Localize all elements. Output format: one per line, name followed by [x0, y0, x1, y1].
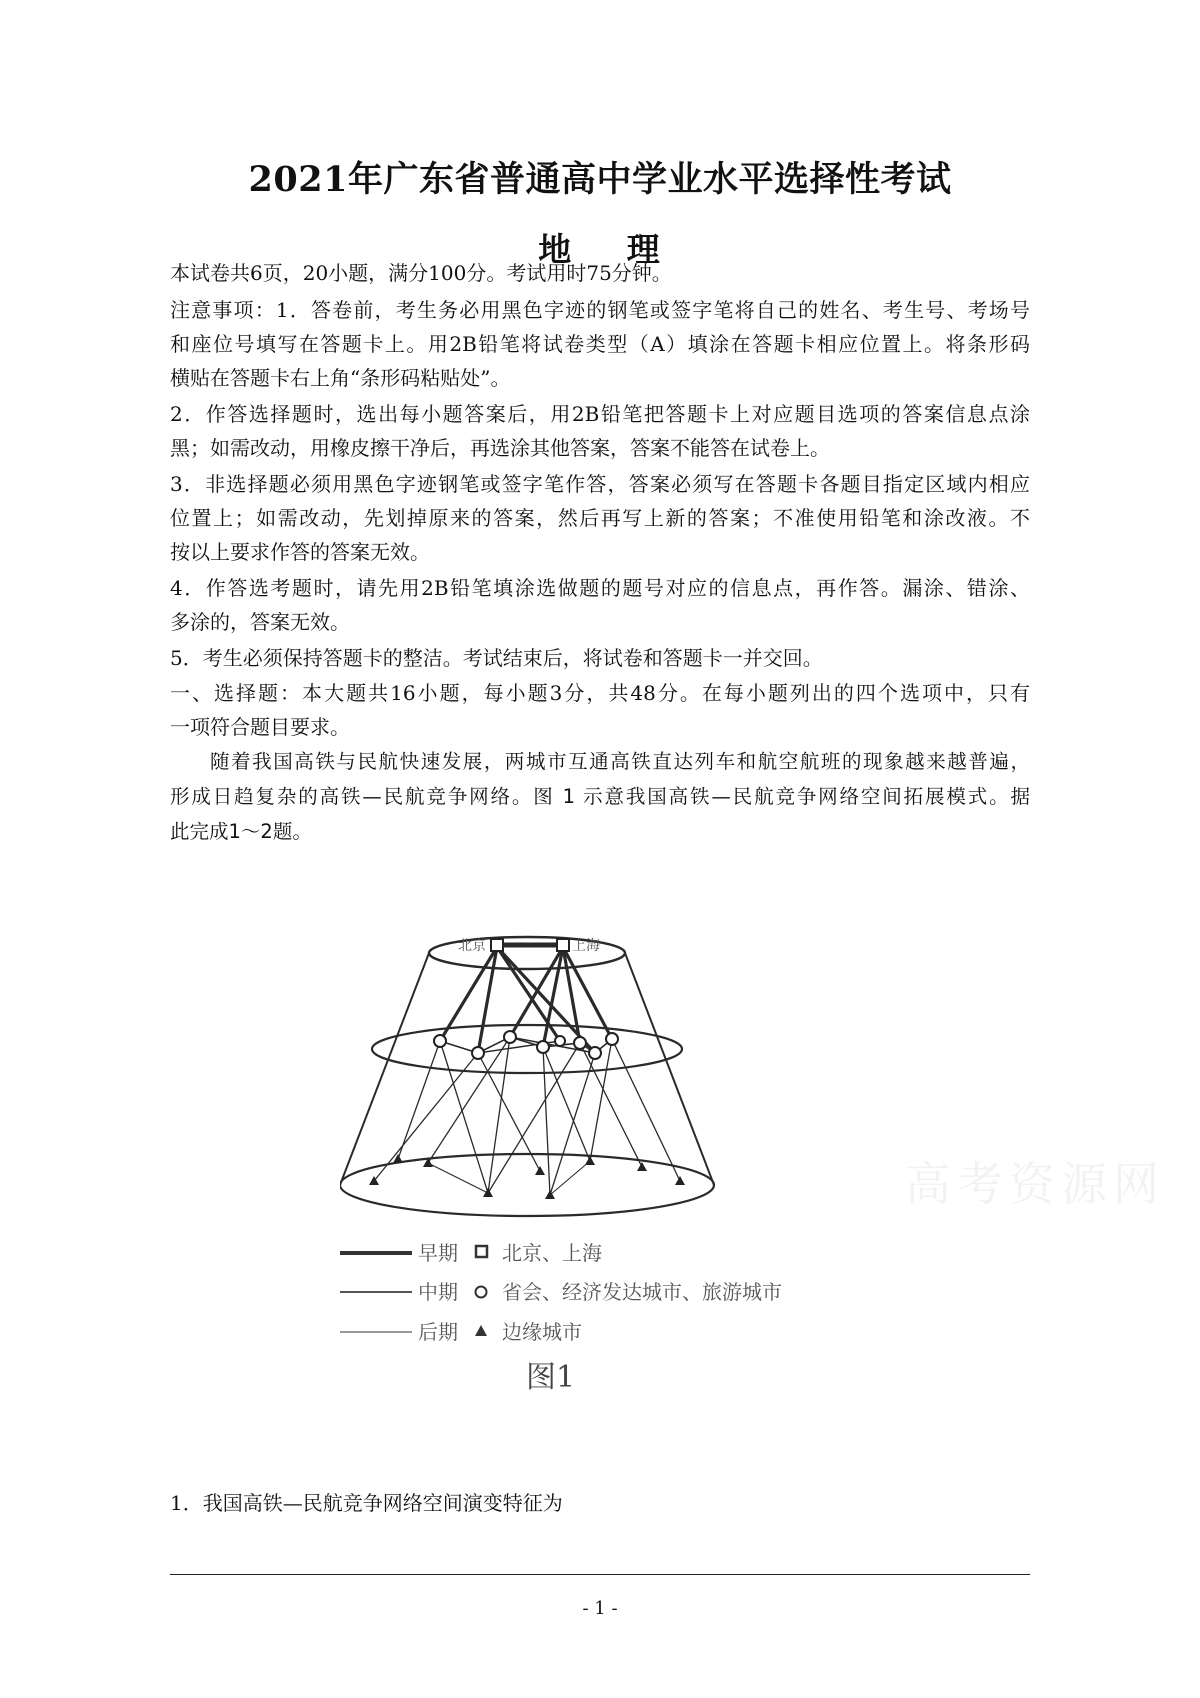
- mid-city-node: [472, 1047, 484, 1059]
- page-number: - 1 -: [582, 1598, 618, 1619]
- mid-city-node: [606, 1033, 618, 1045]
- notice-line: 2．作答选择题时，选出每小题答案后，用2B铅笔把答题卡上对应题目选项的答案信息点涂: [170, 402, 1030, 426]
- late-link: [550, 1053, 595, 1195]
- legend-desc: 省会、经济发达城市、旅游城市: [502, 1280, 782, 1304]
- notice-line: 4．作答选考题时，请先用2B铅笔填涂选做题的题号对应的信息点，再作答。漏涂、错涂、: [170, 576, 1030, 600]
- subject-title: 地 理: [538, 230, 662, 269]
- notice-line: 黑；如需改动，用橡皮擦干净后，再选涂其他答案，答案不能答在试卷上。: [170, 436, 830, 460]
- late-link: [440, 1041, 488, 1193]
- late-link: [488, 1037, 510, 1193]
- edge-city-node: [535, 1166, 545, 1175]
- figure-caption: 图1: [526, 1360, 576, 1395]
- notice-line: 5．考生必须保持答题卡的整洁。考试结束后，将试卷和答题卡一并交回。: [170, 646, 823, 670]
- beijing-node: [491, 939, 503, 951]
- notice-line: 按以上要求作答的答案无效。: [170, 540, 430, 564]
- figure-legend: [340, 1241, 782, 1344]
- late-link: [580, 1043, 642, 1167]
- middle-ellipse: [372, 1025, 682, 1073]
- section-heading: 一项符合题目要求。: [170, 715, 350, 739]
- bottom-ellipse: [340, 1154, 714, 1216]
- legend-period: 后期: [418, 1320, 458, 1344]
- triangle-icon: [475, 1325, 487, 1336]
- edge-city-node: [637, 1162, 647, 1171]
- exam-title: 2021年广东省普通高中学业水平选择性考试: [248, 159, 952, 200]
- edge-city-node: [483, 1188, 493, 1197]
- late-link: [488, 1043, 580, 1193]
- exam-summary: 本试卷共6页，20小题，满分100分。考试用时75分钟。: [170, 261, 672, 285]
- legend-period: 中期: [418, 1280, 458, 1304]
- notice-line: 3．非选择题必须用黑色字迹钢笔或签字笔作答，答案必须写在答题卡各题目指定区域内相应: [170, 472, 1030, 496]
- figure-1-network-diagram: [340, 935, 860, 1545]
- edge-city-node: [585, 1156, 595, 1165]
- mid-city-node: [434, 1035, 446, 1047]
- late-link: [543, 1047, 550, 1195]
- watermark: 高考资源网: [905, 1157, 1165, 1211]
- notice-line: 多涂的，答案无效。: [170, 610, 350, 634]
- mid-city-node: [555, 1036, 565, 1046]
- shanghai-label: 上海: [572, 938, 600, 954]
- question-1: 1．我国高铁—民航竞争网络空间演变特征为: [170, 1491, 563, 1515]
- legend-desc: 边缘城市: [502, 1320, 582, 1344]
- shanghai-node: [557, 939, 569, 951]
- edge-city-node: [675, 1176, 685, 1185]
- footer-divider: [170, 1574, 1030, 1575]
- notice-line: 位置上；如需改动，先划掉原来的答案，然后再写上新的答案；不准使用铅笔和涂改液。不: [170, 506, 1030, 530]
- notice-line: 和座位号填写在答题卡上。用2B铅笔将试卷类型（A）填涂在答题卡相应位置上。将条形码: [170, 332, 1030, 356]
- legend-desc: 北京、上海: [502, 1241, 602, 1265]
- late-link: [612, 1039, 680, 1181]
- mid-city-node: [537, 1041, 549, 1053]
- notice-line: 注意事项：1．答卷前，考生务必用黑色字迹的钢笔或签字笔将自己的姓名、考生号、考场号: [170, 298, 1030, 322]
- circle-icon: [476, 1287, 487, 1298]
- legend-period: 早期: [418, 1241, 458, 1265]
- frustum-edge: [625, 953, 714, 1185]
- mid-city-node: [504, 1031, 516, 1043]
- late-link: [398, 1041, 440, 1159]
- mid-city-node: [574, 1037, 586, 1049]
- late-link: [428, 1163, 488, 1193]
- passage-line: 形成日趋复杂的高铁—民航竞争网络。图 1 示意我国高铁—民航竞争网络空间拓展模式。据: [170, 785, 1030, 808]
- beijing-label: 北京: [458, 938, 486, 954]
- section-heading: 一、选择题：本大题共16小题，每小题3分，共48分。在每小题列出的四个选项中，只有: [170, 681, 1030, 705]
- notice-line: 横贴在答题卡右上角“条形码粘贴处”。: [170, 366, 511, 390]
- frustum-edge: [340, 953, 429, 1185]
- early-link: [497, 947, 560, 1041]
- mid-city-node: [589, 1047, 601, 1059]
- passage-line: 随着我国高铁与民航快速发展，两城市互通高铁直达列车和航空航班的现象越来越普遍，: [210, 750, 1030, 773]
- passage-line: 此完成1～2题。: [170, 820, 312, 843]
- square-icon: [476, 1246, 487, 1257]
